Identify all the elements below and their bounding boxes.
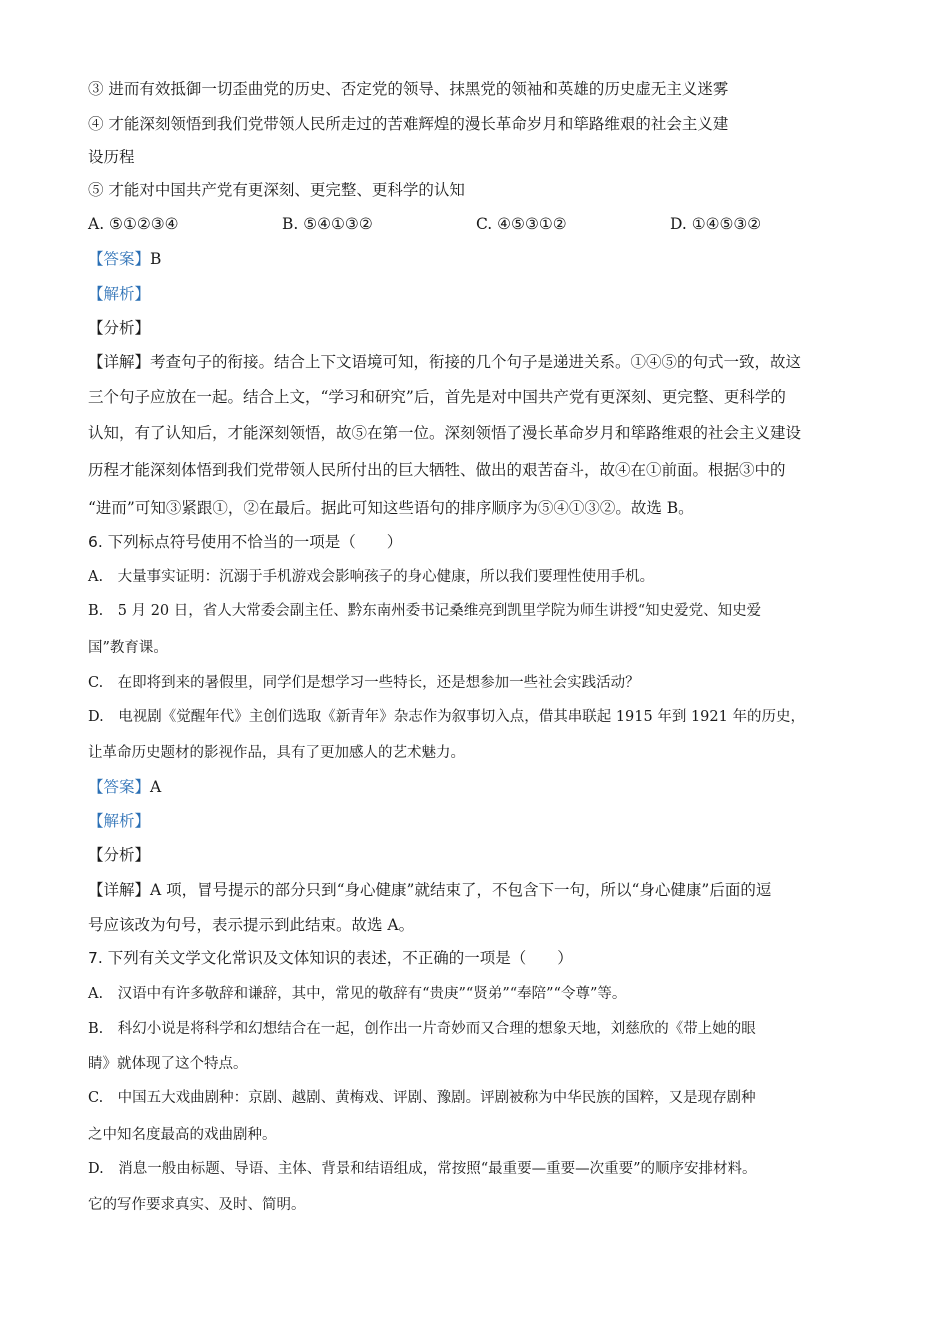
answer-value: A — [150, 778, 162, 796]
answer-tag: 【答案】 — [88, 250, 151, 268]
q7-stem-text: 下列有关文学文化常识及文体知识的表述，不正确的一项是（ ） — [107, 949, 573, 967]
q5-detail-line1: 【详解】考查句子的衔接。结合上下文语境可知，衔接的几个句子是递进关系。①④⑤的句式一致，故这 — [88, 353, 802, 371]
q5-option-5: ⑤ 才能对中国共产党有更深刻、更完整、更科学的认知 — [88, 181, 465, 199]
q5-option-4-line1: ④ 才能深刻领悟到我们党带领人民所走过的苦难辉煌的漫长革命岁月和筚路维艰的社会主义建 — [88, 115, 729, 133]
q5-option-3: ③ 进而有效抵御一切歪曲党的历史、否定党的领导、抹黑党的领袖和英雄的历史虚无主义迷雾 — [88, 80, 729, 98]
q7-option-b-line1: B. 科幻小说是将科学和幻想结合在一起，创作出一片奇妙而又合理的想象天地，刘慈欣的《带上她的眼 — [88, 1021, 756, 1037]
q6-stem-text: 下列标点符号使用不恰当的一项是（ ） — [107, 533, 403, 551]
q5-detail-line5: “进而”可知③紧跟①，②在最后。据此可知这些语句的排序顺序为⑤④①③②。故选 B。 — [88, 499, 694, 517]
q6-option-b-line2: 国”教育课。 — [88, 640, 168, 656]
answer-tag: 【答案】 — [88, 778, 151, 796]
q5-detail-line3: 认知，有了认知后，才能深刻领悟，故⑤在第一位。深刻领悟了漫长革命岁月和筚路维艰的社会主义建设 — [88, 424, 802, 442]
q7-option-c-line2: 之中知名度最高的戏曲剧种。 — [88, 1127, 277, 1143]
q7-option-c-line1: C. 中国五大戏曲剧种：京剧、越剧、黄梅戏、评剧、豫剧。评剧被称为中华民族的国粹，又是现存剧种 — [88, 1090, 756, 1106]
q6-detail-line2: 号应该改为句号，表示提示到此结束。故选 A。 — [88, 916, 415, 934]
q7-option-d-line1: D. 消息一般由标题、导语、主体、背景和结语组成，常按照“最重要—重要—次重要”的顺序安排材料。 — [88, 1161, 757, 1177]
q6-stem — [88, 531, 402, 553]
q5-answer — [88, 248, 161, 270]
q7-number: 7. — [88, 949, 103, 967]
q6-answer — [88, 776, 161, 798]
q5-choice-b: B. ⑤④①③② — [282, 215, 373, 233]
q5-option-4-line2: 设历程 — [88, 148, 135, 166]
q5-analysis-tag: 【解析】 — [88, 285, 151, 303]
q5-choice-a: A. ⑤①②③④ — [88, 215, 179, 233]
q6-option-b-line1: B. 5 月 20 日，省人大常委会副主任、黔东南州委书记桑维亮到凯里学院为师生讲授“知史爱党、知史爱 — [88, 603, 762, 619]
q7-option-b-line2: 睛》就体现了这个特点。 — [88, 1056, 248, 1072]
q6-number: 6. — [88, 533, 103, 551]
q6-fenxi: 【分析】 — [88, 846, 151, 864]
q5-fenxi: 【分析】 — [88, 319, 151, 337]
q6-option-c: C. 在即将到来的暑假里，同学们是想学习一些特长，还是想参加一些社会实践活动？ — [88, 675, 640, 691]
q6-option-d-line1: D. 电视剧《觉醒年代》主创们选取《新青年》杂志作为叙事切入点，借其串联起 1915 年到 1921 年的历史， — [88, 709, 805, 725]
q7-stem — [88, 947, 573, 969]
answer-value: B — [150, 250, 162, 268]
q5-choice-c: C. ④⑤③①② — [476, 215, 567, 233]
q7-option-d-line2: 它的写作要求真实、及时、简明。 — [88, 1197, 306, 1213]
q6-detail-line1: 【详解】A 项，冒号提示的部分只到“身心健康”就结束了，不包含下一句，所以“身心健康”后面的逗 — [88, 881, 772, 899]
q5-choices — [88, 213, 864, 235]
q7-option-a: A. 汉语中有许多敬辞和谦辞，其中，常见的敬辞有“贵庚”“贤弟”“奉陪”“令尊”等。 — [88, 986, 627, 1002]
q6-option-a: A. 大量事实证明：沉溺于手机游戏会影响孩子的身心健康，所以我们要理性使用手机。 — [88, 569, 655, 585]
q6-option-d-line2: 让革命历史题材的影视作品，具有了更加感人的艺术魅力。 — [88, 745, 465, 761]
q6-analysis-tag: 【解析】 — [88, 812, 151, 830]
q5-detail-line4: 历程才能深刻体悟到我们党带领人民所付出的巨大牺牲、做出的艰苦奋斗，故④在①前面。根据③中的 — [88, 461, 786, 479]
q5-choice-d: D. ①④⑤③② — [670, 215, 762, 233]
q5-detail-line2: 三个句子应放在一起。结合上文，“学习和研究”后，首先是对中国共产党有更深刻、更完整、更科学的 — [88, 388, 786, 406]
